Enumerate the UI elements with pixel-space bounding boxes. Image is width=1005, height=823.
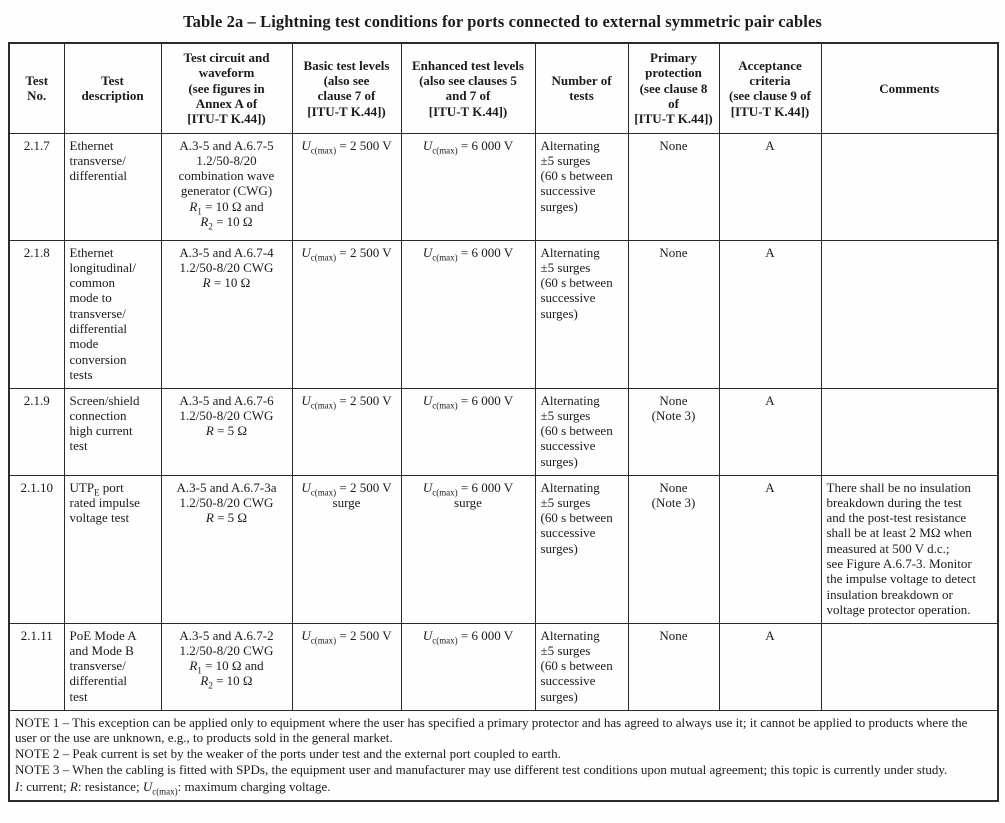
cell-num-tests: Alternating ±5 surges (60 s between successive surges) xyxy=(535,388,628,475)
header-test-description: Test description xyxy=(64,43,161,133)
header-primary-protection: Primary protection (see clause 8 of [ITU-T K.44]) xyxy=(628,43,719,133)
header-number-of-tests: Number of tests xyxy=(535,43,628,133)
table-header xyxy=(9,43,998,133)
table-row xyxy=(9,133,998,240)
cell-description: $UTP_E$ port rated impulse voltage test xyxy=(64,475,161,623)
table-row xyxy=(9,240,998,388)
header-test-no: Test No. xyxy=(9,43,64,133)
cell-primary-protection: None (Note 3) xyxy=(628,475,719,623)
cell-enhanced-level: $U_{c(max)} = 6$ 000 V xyxy=(401,388,535,475)
table-body xyxy=(9,133,998,801)
cell-comments: There shall be no insulation breakdown during the test and the post-test resistance shall be at least 2 MΩ when measured at 500 V d.c.; see Figure A.6.7-3. Monitor the impulse voltage to detect insulation breakdown or voltage protector operation. xyxy=(821,475,998,623)
cell-basic-level: $U_{c(max)} = 2$ 500 V surge xyxy=(292,475,401,623)
table-row xyxy=(9,388,998,475)
cell-enhanced-level: $U_{c(max)} = 6$ 000 V xyxy=(401,623,535,710)
cell-description: PoE Mode A and Mode B transverse/ differential test xyxy=(64,623,161,710)
cell-test-no: 2.1.10 xyxy=(9,475,64,623)
cell-basic-level: $U_{c(max)} = 2$ 500 V xyxy=(292,623,401,710)
note-1: NOTE 1 – This exception can be applied only to equipment where the user has specified a primary protector and has agreed to always use it; it cannot be applied to products where the user or the use are unknown, e.g., to products sold in the general market. xyxy=(15,714,968,745)
cell-acceptance: A xyxy=(719,133,821,240)
cell-num-tests: Alternating ±5 surges (60 s between successive surges) xyxy=(535,623,628,710)
header-basic-levels: Basic test levels (also see clause 7 of [ITU-T K.44]) xyxy=(292,43,401,133)
cell-circuit: A.3-5 and A.6.7-3a 1.2/50-8/20 CWG R = 5 Ω xyxy=(161,475,292,623)
cell-circuit: A.3-5 and A.6.7-2 1.2/50-8/20 CWG $R_1 = 10$ Ω and $R_2 = 10$ Ω xyxy=(161,623,292,710)
note-3: NOTE 3 – When the cabling is fitted with SPDs, the equipment user and manufacturer may use different test conditions upon mutual agreement; this topic is currently under study. xyxy=(15,762,948,778)
cell-acceptance: A xyxy=(719,240,821,388)
cell-circuit: A.3-5 and A.6.7-4 1.2/50-8/20 CWG R = 10 Ω xyxy=(161,240,292,388)
cell-description: Screen/shield connection high current test xyxy=(64,388,161,475)
note-2: NOTE 2 – Peak current is set by the weaker of the ports under test and the external port coupled to earth. xyxy=(15,746,561,762)
cell-test-no: 2.1.11 xyxy=(9,623,64,710)
table-row xyxy=(9,623,998,710)
header-test-circuit: Test circuit and waveform (see figures in Annex A of [ITU-T K.44]) xyxy=(161,43,292,133)
cell-primary-protection: None (Note 3) xyxy=(628,388,719,475)
cell-description: Ethernet longitudinal/ common mode to transverse/ differential mode conversion tests xyxy=(64,240,161,388)
cell-enhanced-level: $U_{c(max)} = 6$ 000 V surge xyxy=(401,475,535,623)
cell-primary-protection: None xyxy=(628,623,719,710)
cell-num-tests: Alternating ±5 surges (60 s between successive surges) xyxy=(535,240,628,388)
cell-acceptance: A xyxy=(719,623,821,710)
cell-basic-level: $U_{c(max)} = 2$ 500 V xyxy=(292,240,401,388)
notes-cell xyxy=(9,710,998,801)
cell-description: Ethernet transverse/ differential xyxy=(64,133,161,240)
cell-test-no: 2.1.8 xyxy=(9,240,64,388)
cell-enhanced-level: $U_{c(max)} = 6$ 000 V xyxy=(401,240,535,388)
symbol-legend: I: current; R: resistance; $U_{c(max)}$: maximum charging voltage. xyxy=(15,778,331,797)
cell-circuit: A.3-5 and A.6.7-5 1.2/50-8/20 combination wave generator (CWG) $R_1 = 10$ Ω and $R_2 = 10$ Ω xyxy=(161,133,292,240)
cell-comments xyxy=(821,388,998,475)
cell-comments xyxy=(821,623,998,710)
header-enhanced-levels: Enhanced test levels (also see clauses 5 and 7 of [ITU-T K.44]) xyxy=(401,43,535,133)
cell-basic-level: $U_{c(max)} = 2$ 500 V xyxy=(292,388,401,475)
cell-circuit: A.3-5 and A.6.7-6 1.2/50-8/20 CWG R = 5 Ω xyxy=(161,388,292,475)
cell-comments xyxy=(821,133,998,240)
cell-num-tests: Alternating ±5 surges (60 s between successive surges) xyxy=(535,133,628,240)
cell-num-tests: Alternating ±5 surges (60 s between successive surges) xyxy=(535,475,628,623)
cell-acceptance: A xyxy=(719,475,821,623)
cell-test-no: 2.1.7 xyxy=(9,133,64,240)
page-title: Table 2a – Lightning test conditions for ports connected to external symmetric pair cables xyxy=(183,12,822,31)
cell-enhanced-level: $U_{c(max)} = 6$ 000 V xyxy=(401,133,535,240)
cell-primary-protection: None xyxy=(628,240,719,388)
cell-basic-level: $U_{c(max)} = 2$ 500 V xyxy=(292,133,401,240)
header-row xyxy=(9,43,998,133)
header-comments: Comments xyxy=(821,43,998,133)
notes-row xyxy=(9,710,998,801)
cell-primary-protection: None xyxy=(628,133,719,240)
header-acceptance-criteria: Acceptance criteria (see clause 9 of [ITU-T K.44]) xyxy=(719,43,821,133)
cell-test-no: 2.1.9 xyxy=(9,388,64,475)
lightning-test-conditions-table xyxy=(8,42,999,802)
cell-comments xyxy=(821,240,998,388)
table-row xyxy=(9,475,998,623)
cell-acceptance: A xyxy=(719,388,821,475)
